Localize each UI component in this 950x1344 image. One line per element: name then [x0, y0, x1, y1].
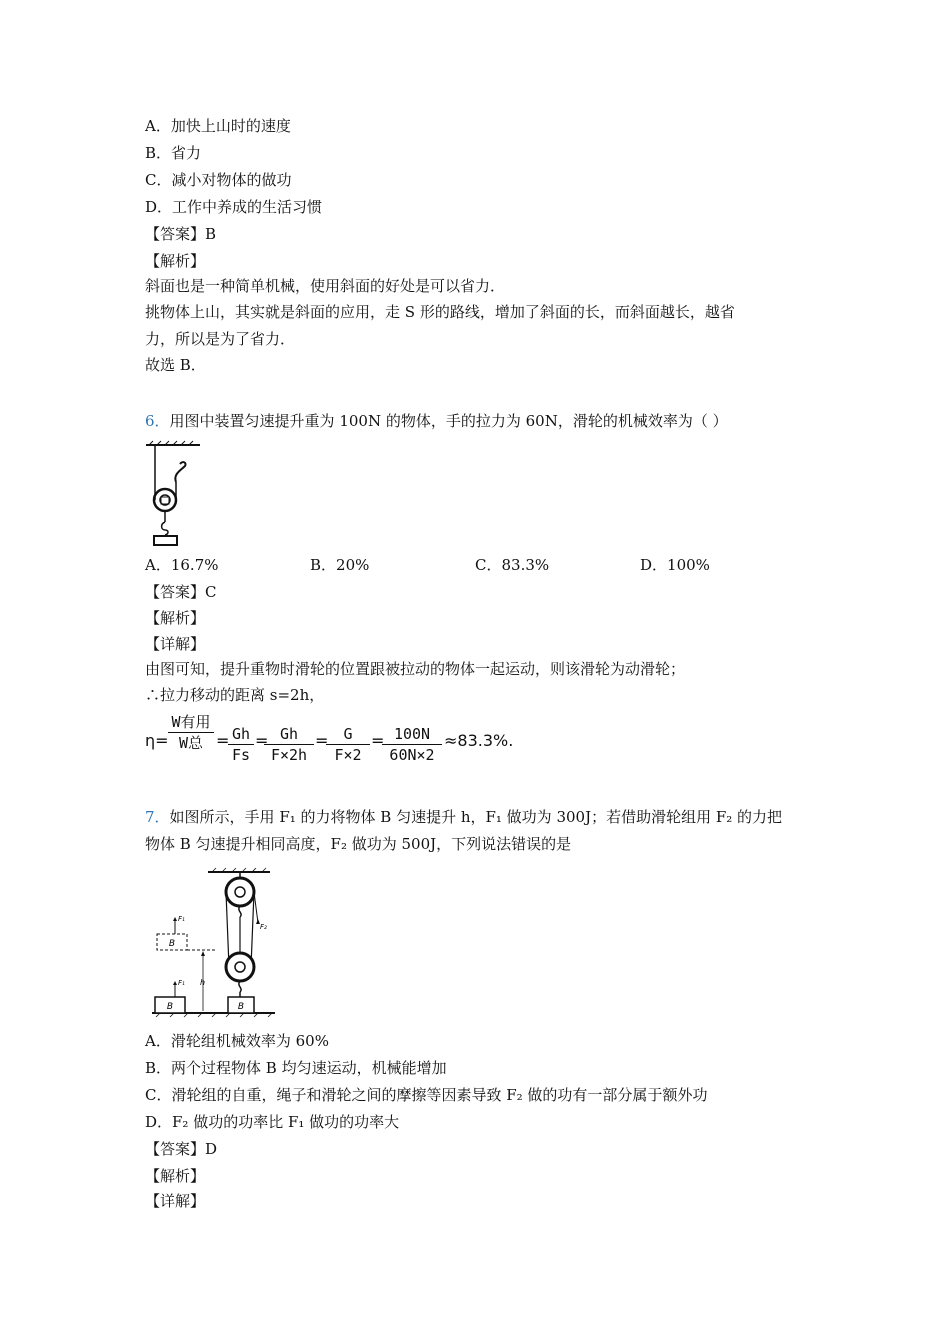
- q6-analysis-label: 【解析】: [145, 609, 206, 627]
- pulley-figure-q6: [143, 440, 203, 550]
- height-label: h: [200, 978, 206, 987]
- formula-fraction-4: [326, 724, 370, 765]
- formula-result: ≈83.3%.: [444, 731, 514, 750]
- q5-option-b: B．省力: [145, 144, 202, 162]
- q5-answer: 【答案】B: [145, 225, 217, 243]
- formula-fraction-3: [264, 724, 314, 765]
- formula-equals-3: =: [315, 731, 329, 750]
- pulley-system-figure-q7: [150, 865, 280, 1020]
- q5-analysis-line-2: 挑物体上山，其实就是斜面的应用，走 S 形的路线，增加了斜面的长，而斜面越长，越省: [145, 303, 735, 321]
- q7-option-c: C．滑轮组的自重，绳子和滑轮之间的摩擦等因素导致 F₂ 做的功有一部分属于额外功: [145, 1086, 708, 1104]
- formula-fraction-1-denominator: W总: [178, 734, 204, 752]
- q6-answer: 【答案】C: [145, 583, 217, 601]
- left-force-label-lower: F₁: [178, 979, 185, 987]
- formula-equals-2: =: [255, 731, 269, 750]
- q7-number: 7．: [145, 808, 170, 826]
- q7-answer: 【答案】D: [145, 1140, 218, 1158]
- q7-question-line-2: 物体 B 匀速提升相同高度，F₂ 做功为 500J，下列说法错误的是: [145, 835, 572, 853]
- q6-detail-label: 【详解】: [145, 635, 206, 653]
- q7-option-a: A．滑轮组机械效率为 60%: [145, 1032, 329, 1050]
- right-box-label: B: [237, 1002, 245, 1012]
- q5-analysis-line-4: 故选 B．: [145, 356, 206, 374]
- formula-fraction-4-numerator: G: [326, 724, 370, 745]
- q5-option-c: C．减小对物体的做功: [145, 171, 292, 189]
- formula-fraction-1: [168, 712, 214, 753]
- q6-question-text: 用图中装置匀速提升重为 100N 的物体，手的拉力为 60N，滑轮的机械效率为（ ）: [169, 412, 728, 430]
- q7-analysis-label: 【解析】: [145, 1167, 206, 1185]
- q6-detail-line-1: 由图可知，提升重物时滑轮的位置跟被拉动的物体一起运动，则该滑轮为动滑轮；: [145, 660, 686, 678]
- q5-analysis-label: 【解析】: [145, 252, 206, 270]
- q5-option-a: A．加快上山时的速度: [145, 117, 291, 135]
- q6-option-d: D．100%: [640, 556, 710, 574]
- formula-fraction-4-denominator: F×2: [334, 746, 362, 764]
- formula-fraction-1-numerator: W有用: [168, 712, 214, 733]
- q5-option-d: D．工作中养成的生活习惯: [145, 198, 323, 216]
- formula-fraction-2-numerator: Gh: [228, 724, 254, 745]
- right-force-label: F₂: [260, 923, 267, 931]
- formula-fraction-5: [382, 724, 442, 765]
- q6-option-b: B．20%: [310, 556, 370, 574]
- q7-question-text-1: 如图所示，手用 F₁ 的力将物体 B 匀速提升 h，F₁ 做功为 300J；若借助滑轮组用 F₂ 的力把: [169, 808, 783, 826]
- q7-option-b: B．两个过程物体 B 均匀速运动，机械能增加: [145, 1059, 447, 1077]
- formula-fraction-3-numerator: Gh: [264, 724, 314, 745]
- q6-option-c: C．83.3%: [475, 556, 550, 574]
- formula-fraction-2-denominator: Fs: [231, 746, 251, 764]
- formula-fraction-5-denominator: 60N×2: [389, 746, 435, 764]
- formula-equals-1: =: [216, 731, 230, 750]
- q7-option-d: D．F₂ 做功的功率比 F₁ 做功的功率大: [145, 1113, 400, 1131]
- q6-question: [145, 411, 728, 431]
- formula-fraction-3-denominator: F×2h: [270, 746, 308, 764]
- formula-equals-4: =: [371, 731, 385, 750]
- formula-eta: η=: [145, 731, 169, 750]
- q6-option-a: A．16.7%: [145, 556, 219, 574]
- left-box-label: B: [166, 1002, 174, 1012]
- q7-question-line-1: [145, 807, 782, 827]
- left-force-label-upper: F₁: [178, 915, 185, 923]
- q5-analysis-line-1: 斜面也是一种简单机械，使用斜面的好处是可以省力．: [145, 277, 506, 295]
- q6-number: 6．: [145, 412, 170, 430]
- q5-analysis-line-3: 力，所以是为了省力．: [145, 330, 296, 348]
- formula-fraction-2: [228, 724, 254, 765]
- q7-detail-label: 【详解】: [145, 1192, 206, 1210]
- formula-fraction-5-numerator: 100N: [382, 724, 442, 745]
- raised-box-label: B: [168, 939, 176, 949]
- q6-detail-line-2: ∴拉力移动的距离 s=2h，: [145, 686, 325, 704]
